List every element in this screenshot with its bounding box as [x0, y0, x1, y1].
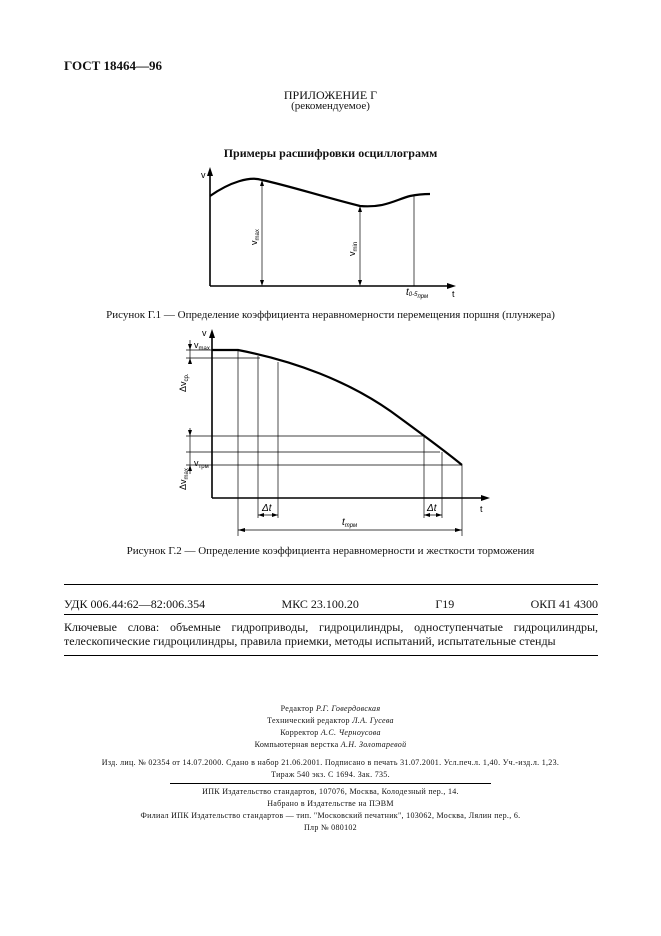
okp-code: ОКП 41 4300	[530, 597, 598, 611]
fig2-dv2-label	[178, 468, 190, 490]
fig1-x-label: t	[452, 289, 455, 299]
bottom-rule	[64, 655, 598, 656]
appendix-subtitle: (рекомендуемое)	[291, 100, 370, 112]
fig2-vtrm-label: $v_{трм}$	[194, 458, 209, 470]
top-rule	[64, 584, 598, 585]
classification-row	[64, 597, 598, 612]
imprint-line2: Тираж 540 экз. С 1694. Зак. 735.	[271, 770, 390, 779]
svg-text:Δvmax: $\Delta v_{max}$	[178, 468, 190, 490]
imprint-line5: Филиал ИПК Издательство стандартов — тип. "Московский печатник", 103062, Москва, Лялин пер., 6.	[140, 811, 521, 820]
mks-code: МКС 23.100.20	[281, 597, 359, 611]
imprint-line6: Плр № 080102	[303, 823, 357, 832]
imprint-layout: Компьютерная верстка А.Н. Золотаревой	[254, 740, 407, 749]
appendix-title: ПРИЛОЖЕНИЕ Г	[283, 88, 378, 102]
fig2-dt2-label: Δt	[427, 503, 437, 514]
fig2-dt1-label: Δt	[262, 503, 272, 514]
figure-2-caption: Рисунок Г.2 — Определение коэффициента неравномерности и жесткости торможения	[126, 545, 535, 557]
fig2-vmax-label: $v_{max}$	[194, 340, 210, 352]
imprint-corrector: Корректор А.С. Черноусова	[280, 728, 381, 737]
fig2-y-label: v	[202, 328, 207, 338]
keywords: Ключевые слова: объемные гидроприводы, гидроцилиндры, одноступенчатые гидроцилиндры, телескопические гидроцилиндры, правила приемки, методы испытаний, испытательные стенды	[64, 620, 598, 648]
section-title: Примеры расшифровки осциллограмм	[223, 146, 438, 160]
svg-text:vmin: $v_{min}$	[347, 241, 359, 256]
svg-text:Δvср.: $\Delta v_{ср.}$	[178, 373, 190, 392]
fig1-y-label: v	[201, 170, 206, 180]
document-code: ГОСТ 18464—96	[64, 58, 163, 73]
udk-code: УДК 006.44:62—82:006.354	[64, 597, 206, 611]
imprint-line1: Изд. лиц. № 02354 от 14.07.2000. Сдано в набор 21.06.2001. Подписано в печать 31.07.2001. Усл.печ.л. 1,40. Уч.-изд.л. 1,23.	[101, 758, 560, 767]
imprint-line4: Набрано в Издательстве на ПЭВМ	[267, 799, 394, 808]
imprint-editor: Редактор Р.Г. Говердовская	[280, 704, 381, 713]
group-code: Г19	[435, 597, 455, 611]
imprint-tech-editor: Технический редактор Л.А. Гусева	[267, 716, 394, 725]
fig2-dv1-label	[178, 373, 190, 392]
imprint-line3: ИПК Издательство стандартов, 107076, Москва, Колодезный пер., 14.	[202, 787, 459, 796]
imprint-rule	[170, 783, 491, 784]
fig1-t-label: $t0-5_{прм}$	[406, 287, 429, 300]
fig2-ttrm-label: $t_{трм}$	[342, 517, 358, 529]
figure-1-caption: Рисунок Г.1 — Определение коэффициента неравномерности перемещения поршня (плунжера)	[106, 309, 555, 321]
fig2-velocity-curve	[212, 350, 462, 465]
svg-text:vmax: $v_{max}$	[249, 229, 261, 245]
middle-rule	[64, 614, 598, 615]
fig2-x-label: t	[480, 504, 483, 514]
